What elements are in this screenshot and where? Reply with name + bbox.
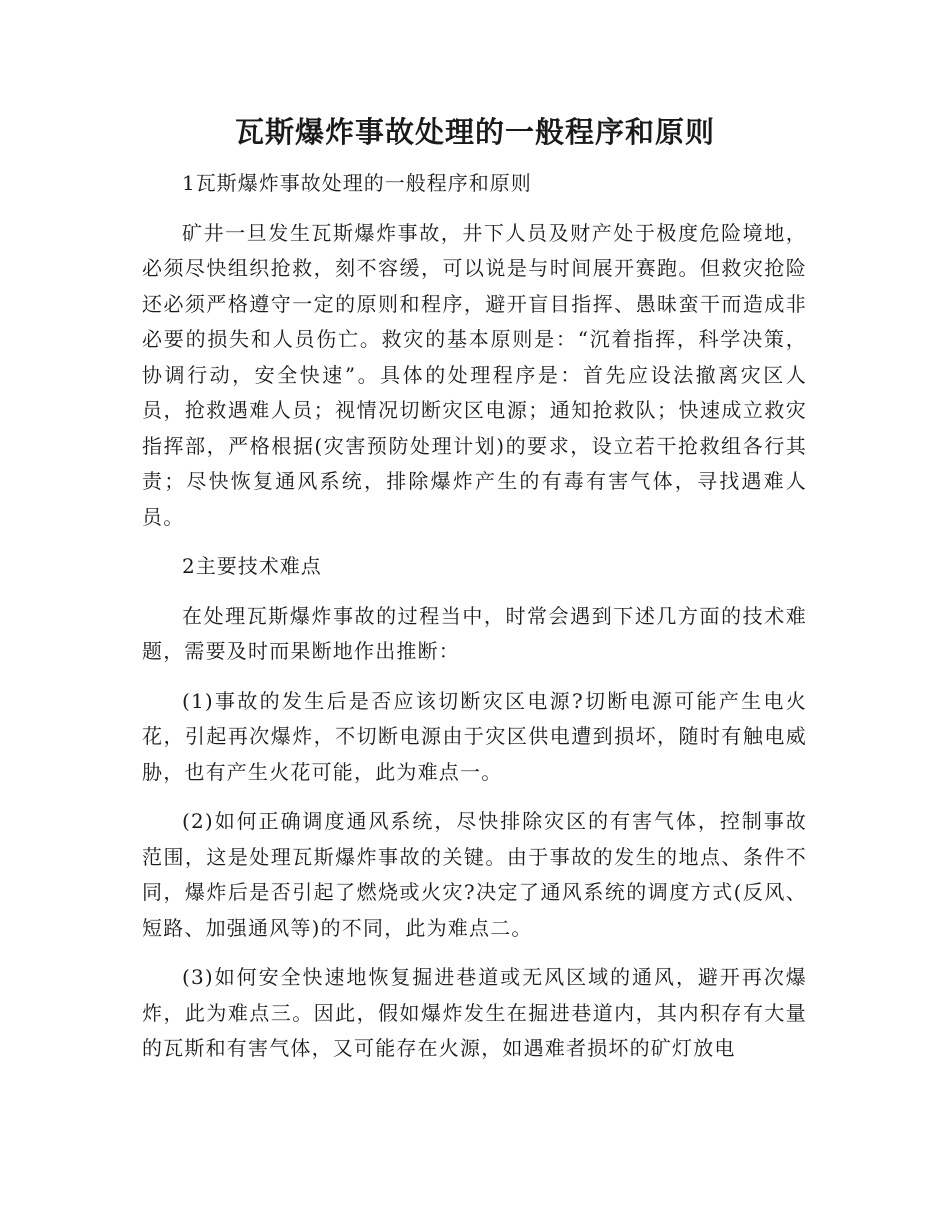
paragraph-difficulty-3: (3)如何安全快速地恢复掘进巷道或无风区域的通风，避开再次爆炸，此为难点三。因此，假如爆炸发生在掘进巷道内，其内积存有大量的瓦斯和有害气体，又可能存在火源，如遇难者损坏的矿灯放电 xyxy=(142,965,807,1060)
section-heading-1: 1瓦斯爆炸事故处理的一般程序和原则 xyxy=(182,171,532,195)
document-title: 瓦斯爆炸事故处理的一般程序和原则 xyxy=(234,115,715,149)
paragraph-difficulties-intro: 在处理瓦斯爆炸事故的过程当中，时常会遇到下述几方面的技术难题，需要及时而果断地作出推断： xyxy=(142,603,807,663)
paragraph-principles: 矿井一旦发生瓦斯爆炸事故，井下人员及财产处于极度危险境地，必须尽快组织抢救，刻不容缓，可以说是与时间展开赛跑。但救灾抢险还必须严格遵守一定的原则和程序，避开盲目指挥、愚昧蛮干而造成非必要的损失和人员伤亡。救灾的基本原则是：“沉着指挥，科学决策，协调行动，安全快速”。具体的处理程序是：首先应设法撤离灾区人员，抢救遇难人员；视情况切断灾区电源；通知抢救队；快速成立救灾指挥部，严格根据(灾害预防处理计划)的要求，设立若干抢救组各行其责；尽快恢复通风系统，排除爆炸产生的有毒有害气体，寻找遇难人员。 xyxy=(142,220,807,529)
paragraph-difficulty-2: (2)如何正确调度通风系统，尽快排除灾区的有害气体，控制事故范围，这是处理瓦斯爆炸事故的关键。由于事故的发生的地点、条件不同，爆炸后是否引起了燃烧或火灾?决定了通风系统的调度方式(反风、短路、加强通风等)的不同，此为难点二。 xyxy=(142,809,807,940)
document-body xyxy=(142,166,807,1081)
section-heading-2: 2主要技术难点 xyxy=(182,554,322,578)
paragraph-difficulty-1: (1)事故的发生后是否应该切断灾区电源?切断电源可能产生电火花，引起再次爆炸，不切断电源由于灾区供电遭到损坏，随时有触电威胁，也有产生火花可能，此为难点一。 xyxy=(142,688,807,784)
